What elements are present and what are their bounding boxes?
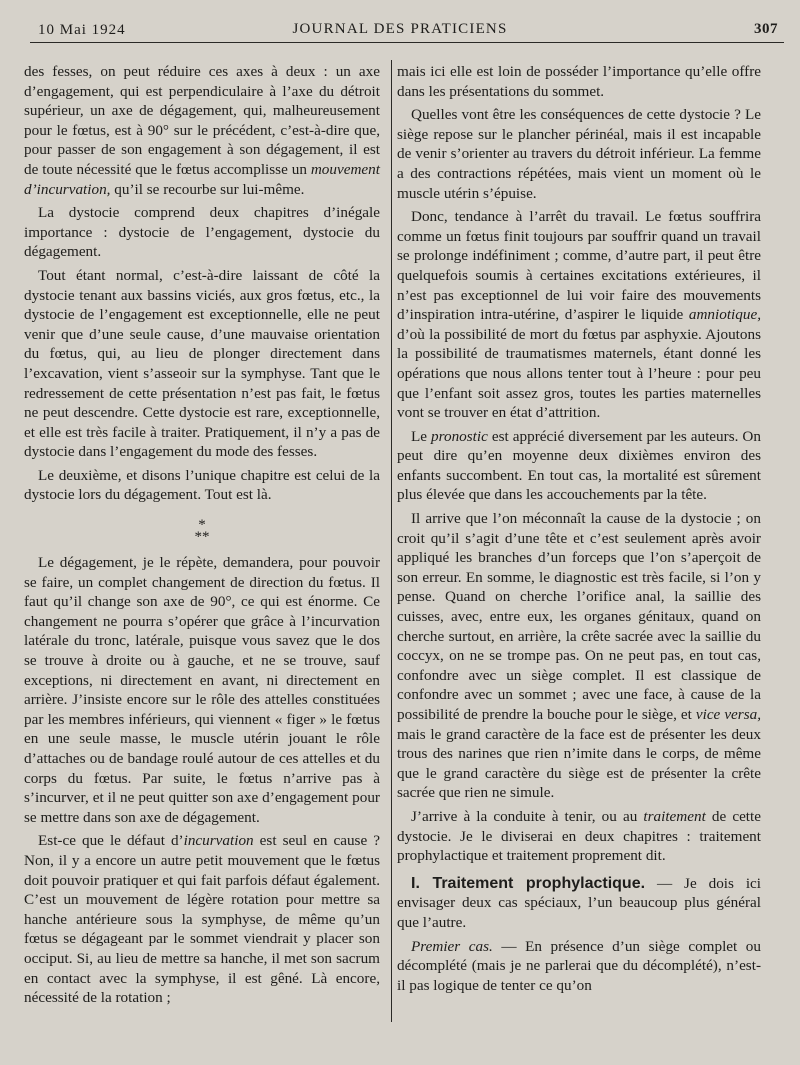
emphasis-text: amniotique,	[688, 306, 761, 324]
paragraph	[397, 509, 761, 803]
paragraph: La dystocie comprend deux chapitres d’inégale importance : dystocie de l’engagement, dystocie du dégagement.	[24, 204, 380, 261]
paragraph-text: Donc, tendance à l’arrêt du travail. Le fœtus souffrira comme un fœtus finit toujours par souffrir quand un travail se prolonge indéfiniment ; comme, d’autre part, il peut être quelquefois soumis à certaines excitations extérieures, il n’est pas exceptionnel de lui voir faire des mouvements d’inspiration intra-utérine, d’aspirer le liquide	[397, 208, 761, 324]
paragraph	[397, 874, 761, 933]
separator-stars: **	[194, 529, 210, 546]
page-number: 307	[754, 21, 778, 37]
emphasis-text: incurvation	[183, 832, 254, 850]
paragraph	[24, 62, 380, 199]
paragraph-text: Il arrive que l’on méconnaît la cause de la dystocie ; on croit qu’il s’agit d’une tête et c’est seulement après avoir appliqué les branches d’un forceps que l’on s’aperçoit de son erreur. En somme, le diagnostic est très facile, si l’on y pense. Quand on cherche l’orifice anal, la saillie des cuisses, avec, entre eux, les organes génitaux, quand on cherche surtout, en arrière, la crête sacrée avec la saillie du coccyx, on ne se trompe pas. On ne peut pas, en tout cas, confondre avec un siège complet. Il est classique de confondre avec un sommet ; avec une face, à cause de la possibilité de prendre la bouche pour le siège, et	[397, 510, 761, 723]
paragraph-text: qu’il se recourbe sur lui-même.	[110, 180, 305, 198]
page-header	[0, 0, 800, 44]
paragraph: mais ici elle est loin de posséder l’importance qu’elle offre dans les présentations du sommet.	[397, 63, 761, 100]
paragraph	[397, 427, 761, 505]
emphasis-text: traitement	[643, 807, 706, 825]
emphasis-text: vice versa,	[695, 706, 762, 723]
emphasis-text: pronostic	[431, 427, 488, 445]
paragraph-text: J’arrive à la conduite à tenir, ou au	[411, 807, 644, 825]
paragraph	[24, 831, 380, 1007]
section-separator	[24, 517, 380, 546]
issue-date: 10 Mai 1924	[38, 22, 126, 38]
paragraph-text: Le	[411, 427, 432, 445]
paragraph-text: est apprécié diversement par les auteurs. On peut dire qu’en moyenne deux dixièmes environ des enfants succombent. En tout cas, la mortalité est sûrement plus élevée que dans les accouchements par la tête.	[397, 427, 761, 504]
paragraph: Tout étant normal, c’est-à-dire laissant de côté la dystocie tenant aux bassins viciés, aux gros fœtus, etc., la dystocie de l’engagement est exceptionnelle, elle ne peut venir que d’une seule cause, d’une mauvaise orientation du fœtus, qui, au lieu de plonger directement dans l’excavation, vient s’asseoir sur la symphyse. Tant que le redressement de cette présentation n’est pas fait, le fœtus ne peut descendre. Cette dystocie est rare, exceptionnelle, et elle est très facile à traiter. Pratiquement, il n’y a pas de dystocie dans l’engagement du mode des fesses.	[24, 266, 380, 461]
paragraph-text: — En présence d’un siège complet ou décomplété (mais je ne parlerai que du décomplété), n’est-il pas logique de tenter ce qu’on	[397, 937, 761, 994]
paragraph-text: Est-ce que le défaut d’	[38, 832, 184, 850]
right-column	[397, 62, 761, 999]
paragraph: Le deuxième, et disons l’unique chapitre est celui de la dystocie lors du dégagement. Tout est là.	[24, 466, 380, 504]
paragraph: Quelles vont être les conséquences de cette dystocie ? Le siège repose sur le plancher périnéal, mais il est incapable de venir s’orienter au travers du détroit inférieur. La femme a des contractions répétées, mais vient un moment où le muscle utérin s’épuise.	[397, 106, 761, 202]
paragraph-text: de cette dystocie. Je le diviserai en deux chapitres : traitement prophylactique et traitement proprement dit.	[397, 807, 761, 865]
column-divider	[391, 60, 392, 1022]
paragraph-text: des fesses, on peut réduire ces axes à deux : un axe d’engagement, qui est perpendiculaire à l’axe du détroit supérieur, un axe de dégagement, qui, malheureusement pour le fœtus, est à 90° sur le précédent, c’est-à-dire que, pour passer de son engagement à son dégagement, il est de toute nécessité que le fœtus accomplisse un	[24, 63, 380, 178]
paragraph	[397, 937, 761, 996]
emphasis-text: mouvement d’incurvation,	[24, 160, 380, 198]
paragraph	[397, 807, 761, 866]
header-rule	[30, 42, 784, 43]
journal-title: JOURNAL DES PRATICIENS	[292, 21, 508, 37]
paragraph-text: d’où la possibilité de mort du fœtus par asphyxie. Ajoutons la possibilité de traumatismes maternels, étant donné les opérations que nous allons tenter tout à l’heure : pour peu que l’enfant soit assez gros, toutes les parties maternelles vont se trouver en état d’attrition.	[397, 325, 761, 422]
paragraph	[397, 207, 761, 423]
left-column	[24, 62, 380, 1012]
paragraph: Le dégagement, je le répète, demandera, pour pouvoir se faire, un complet changement de direction du fœtus. Il faut qu’il change son axe de 90°, ce qui est énorme. Ce changement ne pourra s’opérer que grâce à l’incurvation latérale du tronc, latérale, puisque vous savez que le dos se trouve à droite ou à gauche, et ne se trouve, sauf exceptions, ni directement en avant, ni directement en arrière. J’insiste encore sur le rôle des attelles constituées par les membres inférieurs, qui viennent « figer » le fœtus en une seule masse, le muscle utérin jouant le rôle d’attaches ou de bandage roulé autour de ces attelles et du corps du fœtus. Par suite, le fœtus n’arrive pas à s’incurver, et il ne peut quitter son axe d’engagement pour se mettre dans son axe de dégagement.	[24, 554, 380, 826]
paragraph-text: — Je dois ici envisager deux cas spéciaux, l’un beaucoup plus général que l’autre.	[397, 874, 761, 931]
paragraph-text: est seul en cause ? Non, il y a encore un autre petit mouvement que le fœtus doit pouvoir pratiquer et qui fait parfois défaut également. C’est un mouvement de légère rotation pour mettre sa hanche antérieure sous la symphyse, de même qu’un fœtus se dégageant par le sommet viendrait y placer son occiput. Si, au lieu de mettre sa hanche, il met son sacrum en contact avec la symphyse, il est gêné. Là encore, nécessité de la rotation ;	[24, 832, 380, 1007]
paragraph-text: mais le grand caractère de la face est de présenter les deux trous des narines que rien n’imite dans le corps, de même que le grand caractère du siège est de présenter la crête sacrée que rien ne simule.	[397, 725, 761, 802]
separator-star: *	[198, 517, 206, 534]
section-heading: I. Traitement prophylactique.	[411, 874, 646, 892]
emphasis-text: Premier cas.	[411, 937, 493, 955]
